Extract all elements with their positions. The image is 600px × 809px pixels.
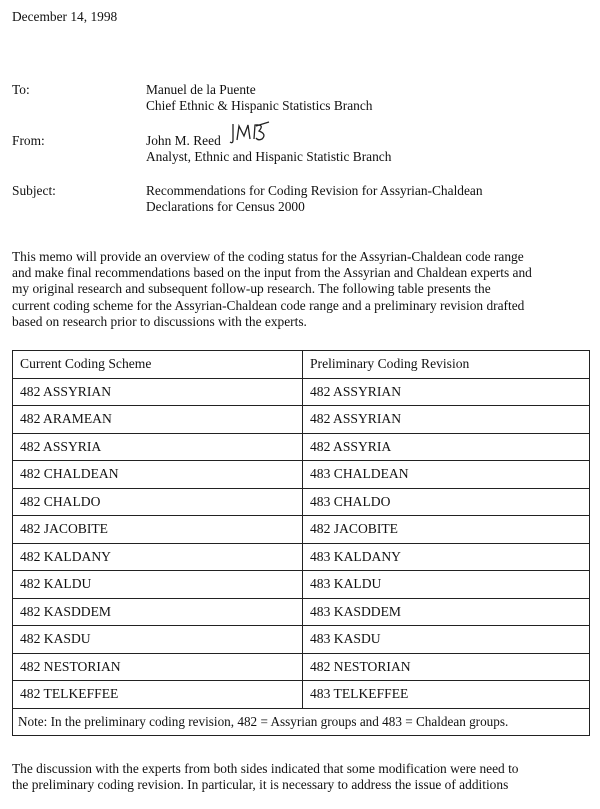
from-name: John M. Reed xyxy=(146,133,221,148)
paragraph-line: current coding scheme for the Assyrian-Chaldean code range and a preliminary revision drafted xyxy=(12,297,525,313)
to-name: Manuel de la Puente xyxy=(146,82,256,97)
revised-code-cell: 483 KASDU xyxy=(303,626,590,654)
table-row xyxy=(13,433,590,461)
current-code-cell: 482 JACOBITE xyxy=(13,516,303,544)
current-code-cell: 482 ASSYRIAN xyxy=(13,378,303,406)
table-row xyxy=(13,516,590,544)
current-code-cell: 482 KASDU xyxy=(13,626,303,654)
current-code-cell: 482 CHALDEAN xyxy=(13,461,303,489)
paragraph-line: my original research and subsequent follow-up research. The following table presents the xyxy=(12,281,491,297)
paragraph-line: the preliminary coding revision. In particular, it is necessary to address the issue of additions xyxy=(12,777,509,793)
current-code-cell: 482 CHALDO xyxy=(13,488,303,516)
revised-code-cell: 482 ASSYRIAN xyxy=(303,378,590,406)
intro-paragraph xyxy=(12,249,592,330)
paragraph-line: and make final recommendations based on the input from the Assyrian and Chaldean experts and xyxy=(12,265,532,281)
coding-scheme-table xyxy=(12,350,590,736)
handwritten-initials-icon xyxy=(229,120,271,146)
revised-code-cell: 483 KALDANY xyxy=(303,543,590,571)
table-row xyxy=(13,626,590,654)
revised-code-cell: 483 CHALDO xyxy=(303,488,590,516)
table-note: Note: In the preliminary coding revision, 482 = Assyrian groups and 483 = Chaldean groups. xyxy=(13,708,590,736)
current-code-cell: 482 KALDANY xyxy=(13,543,303,571)
revised-code-cell: 483 KASDDEM xyxy=(303,598,590,626)
table-row xyxy=(13,598,590,626)
revised-code-cell: 482 ASSYRIAN xyxy=(303,406,590,434)
paragraph-line: The discussion with the experts from both sides indicated that some modification were need to xyxy=(12,761,519,776)
closing-paragraph xyxy=(12,761,592,793)
table-note-row xyxy=(13,708,590,736)
current-code-cell: 482 NESTORIAN xyxy=(13,653,303,681)
current-code-cell: 482 ARAMEAN xyxy=(13,406,303,434)
from-label: From: xyxy=(12,133,45,148)
revised-code-cell: 483 CHALDEAN xyxy=(303,461,590,489)
column-header-preliminary: Preliminary Coding Revision xyxy=(303,351,590,379)
subject-line-2: Declarations for Census 2000 xyxy=(146,199,305,214)
current-code-cell: 482 ASSYRIA xyxy=(13,433,303,461)
current-code-cell: 482 KALDU xyxy=(13,571,303,599)
table-row xyxy=(13,653,590,681)
revised-code-cell: 482 ASSYRIA xyxy=(303,433,590,461)
table-row xyxy=(13,378,590,406)
paragraph-line: This memo will provide an overview of the coding status for the Assyrian-Chaldean code range xyxy=(12,249,524,264)
subject-line-1: Recommendations for Coding Revision for Assyrian-Chaldean xyxy=(146,183,483,198)
revised-code-cell: 483 KALDU xyxy=(303,571,590,599)
revised-code-cell: 482 JACOBITE xyxy=(303,516,590,544)
table-row xyxy=(13,461,590,489)
table-row xyxy=(13,571,590,599)
from-title: Analyst, Ethnic and Hispanic Statistic Branch xyxy=(146,149,392,164)
current-code-cell: 482 TELKEFFEE xyxy=(13,681,303,709)
to-title: Chief Ethnic & Hispanic Statistics Branch xyxy=(146,98,373,113)
table-header-row xyxy=(13,351,590,379)
revised-code-cell: 482 NESTORIAN xyxy=(303,653,590,681)
table-row xyxy=(13,406,590,434)
memo-date: December 14, 1998 xyxy=(12,9,118,24)
paragraph-line: based on research prior to discussions with the experts. xyxy=(12,313,307,329)
revised-code-cell: 483 TELKEFFEE xyxy=(303,681,590,709)
table-row xyxy=(13,681,590,709)
table-row xyxy=(13,488,590,516)
table-row xyxy=(13,543,590,571)
column-header-current: Current Coding Scheme xyxy=(13,351,303,379)
current-code-cell: 482 KASDDEM xyxy=(13,598,303,626)
subject-label: Subject: xyxy=(12,183,56,198)
to-label: To: xyxy=(12,82,30,97)
